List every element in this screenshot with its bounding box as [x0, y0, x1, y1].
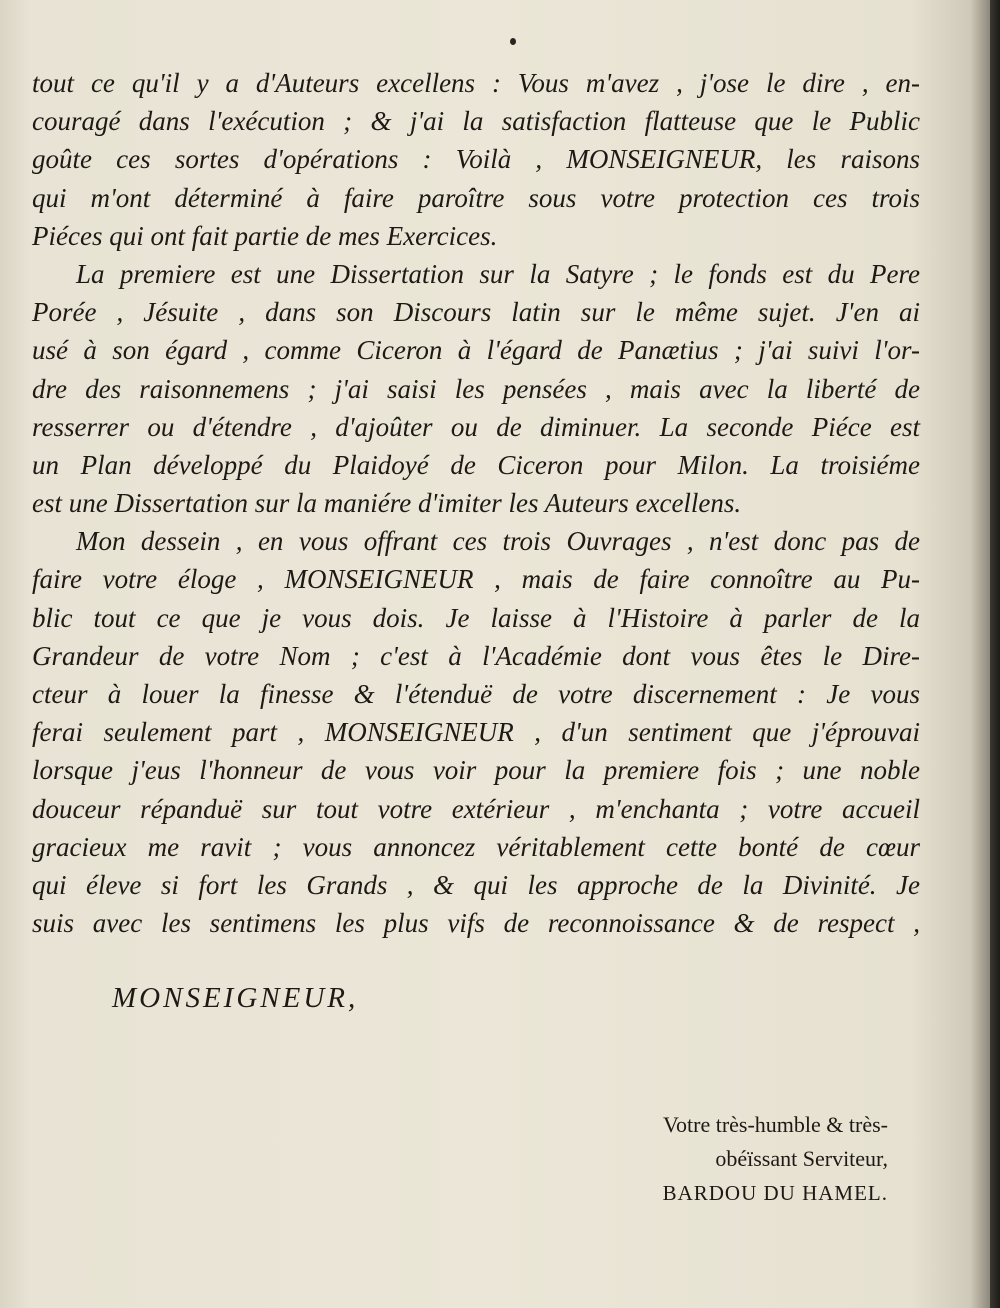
text-line: un Plan développé du Plaidoyé de Ciceron pour Milon. La troisiéme: [32, 449, 920, 480]
dedication-body: [32, 64, 920, 942]
text-line: cteur à louer la finesse & l'étenduë de votre discernement : Je vous: [32, 679, 920, 709]
text-line: La premiere est une Dissertation sur la Satyre ; le fonds est du Pere: [76, 258, 920, 289]
text-line: lorsque j'eus l'honneur de vous voir pour la premiere fois ; une noble: [32, 755, 920, 786]
text-line: qui m'ont déterminé à faire paroître sous votre protection ces trois: [32, 182, 920, 213]
salutation: MONSEIGNEUR,: [112, 982, 359, 1014]
text-line: Piéces qui ont fait partie de mes Exercices.: [32, 220, 498, 251]
text-line: goûte ces sortes d'opérations : Voilà , MONSEIGNEUR, les raisons: [32, 144, 920, 175]
text-line: couragé dans l'exécution ; & j'ai la satisfaction flatteuse que le Public: [32, 106, 920, 137]
text-line: Mon dessein , en vous offrant ces trois Ouvrages , n'est donc pas de: [76, 526, 920, 557]
book-spine: [990, 0, 1000, 1308]
text-line: gracieux me ravit ; vous annoncez véritablement cette bonté de cœur: [32, 831, 920, 862]
text-line: ferai seulement part , MONSEIGNEUR , d'un sentiment que j'éprouvai: [32, 717, 920, 748]
ink-dot: [510, 38, 516, 45]
text-line: suis avec les sentimens les plus vifs de reconnoissance & de respect ,: [32, 908, 920, 939]
author-name: BARDOU DU HAMEL.: [662, 1181, 888, 1205]
text-line: dre des raisonnemens ; j'ai saisi les pensées , mais avec la liberté de: [32, 373, 920, 404]
text-line: est une Dissertation sur la maniére d'imiter les Auteurs excellens.: [32, 488, 742, 519]
closing-line: Votre très-humble & très-: [662, 1112, 888, 1137]
text-line: faire votre éloge , MONSEIGNEUR , mais de faire connoître au Pu-: [32, 564, 920, 595]
text-line: douceur répanduë sur tout votre extérieur , m'enchanta ; votre accueil: [32, 793, 920, 824]
text-line: Grandeur de votre Nom ; c'est à l'Académie dont vous êtes le Dire-: [32, 640, 920, 671]
text-line: usé à son égard , comme Ciceron à l'égard de Panætius ; j'ai suivi l'or-: [32, 335, 920, 366]
signature-block: [663, 1108, 888, 1210]
text-line: Porée , Jésuite , dans son Discours latin sur le même sujet. J'en ai: [32, 297, 920, 328]
text-line: qui éleve si fort les Grands , & qui les approche de la Divinité. Je: [32, 869, 920, 900]
text-line: tout ce qu'il y a d'Auteurs excellens : Vous m'avez , j'ose le dire , en-: [32, 68, 920, 98]
text-line: blic tout ce que je vous dois. Je laisse à l'Histoire à parler de la: [32, 602, 920, 633]
closing-line: obéïssant Serviteur,: [715, 1146, 888, 1171]
text-line: resserrer ou d'étendre , d'ajoûter ou de diminuer. La seconde Piéce est: [32, 411, 920, 442]
